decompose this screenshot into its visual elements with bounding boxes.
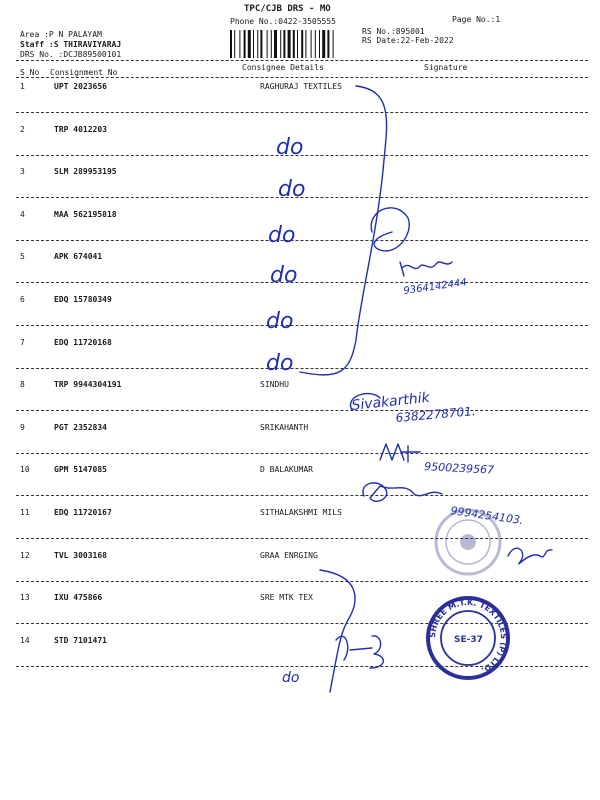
document-title: TPC/CJB DRS - MO — [244, 4, 331, 14]
row-6-consignment: EDQ 15780349 — [54, 295, 112, 304]
rs-number: RS No.:895001 — [362, 27, 425, 36]
page-number: Page No.:1 — [452, 15, 501, 24]
row-4-consignment: MAA 562195818 — [54, 210, 117, 219]
ditto-mark-6: do — [266, 309, 294, 334]
row-7-sno: 7 — [20, 338, 25, 347]
ditto-mark-7: do — [266, 351, 294, 376]
bracket-mark-12 — [320, 570, 355, 692]
row-13-consignee: SRE MTK TEX — [260, 593, 313, 602]
row-14-consignment: STD 7101471 — [54, 636, 107, 645]
phone-number: Phone No.:0422-3505555 — [230, 17, 336, 26]
row-3-sno: 3 — [20, 167, 25, 176]
signature-5 — [400, 262, 452, 276]
row-10-consignment: GPM 5147085 — [54, 465, 107, 474]
bracket-mark — [300, 86, 387, 375]
row-5-sno: 5 — [20, 252, 25, 261]
row-1-consignee: RAGHURAJ TEXTILES — [260, 82, 342, 91]
row-11-consignee: SITHALAKSHMI MILS — [260, 508, 342, 517]
ditto-mark-5: do — [270, 263, 298, 288]
staff-label: Staff :S THIRAVIYARAJ — [20, 40, 122, 49]
row-8-consignee: SINDHU — [260, 380, 289, 389]
row-5-consignment: APK 674041 — [54, 252, 103, 261]
row-12-consignee: GRAA ENRGING — [260, 551, 318, 560]
signature-11 — [508, 548, 552, 564]
row-12-sno: 12 — [20, 551, 30, 560]
column-consignee: Consignee Details — [242, 63, 324, 72]
column-sno: S No — [20, 68, 40, 77]
row-8-sno: 8 — [20, 380, 25, 389]
row-3-consignment: SLM 289953195 — [54, 167, 117, 176]
row-13-sno: 13 — [20, 593, 30, 602]
row-4-sno: 4 — [20, 210, 25, 219]
ditto-mark-3: do — [278, 177, 306, 202]
signature-10 — [363, 483, 442, 501]
company-stamp — [428, 598, 508, 678]
column-consignment: Consignment No — [50, 68, 118, 77]
signature-8-name: Sivakarthik — [350, 389, 431, 414]
signature-5-phone: 9364142444 — [402, 277, 468, 297]
stamp-center-text: SE-37 — [454, 635, 483, 645]
ditto-mark-14: do — [282, 670, 300, 686]
row-11-sno: 11 — [20, 508, 30, 517]
row-10-sno: 10 — [20, 465, 30, 474]
row-12-consignment: TVL 3003168 — [54, 551, 107, 560]
drs-number: DRS No. :DCJB89500101 — [20, 50, 122, 59]
row-9-consignee: SRIKAHANTH — [260, 423, 309, 432]
signature-9-phone: 9500239567 — [423, 460, 495, 477]
row-8-consignment: TRP 9944304191 — [54, 380, 122, 389]
row-14-sno: 14 — [20, 636, 30, 645]
row-6-sno: 6 — [20, 295, 25, 304]
row-2-sno: 2 — [20, 125, 25, 134]
row-7-consignment: EDQ 11720168 — [54, 338, 112, 347]
row-1-sno: 1 — [20, 82, 25, 91]
stamp-ring-text: SHREE M.T.K. TEXTILES (P) LTD. — [427, 597, 509, 675]
area-label: Area :P N PALAYAM — [20, 30, 102, 39]
signature-9 — [380, 444, 420, 462]
rs-date: RS Date:22-Feb-2022 — [362, 36, 454, 45]
row-9-consignment: PGT 2352834 — [54, 423, 107, 432]
signature-10-phone: 9994254103. — [449, 504, 525, 528]
signature-8-phone: 6382278701. — [395, 404, 477, 425]
row-11-consignment: EDQ 11720167 — [54, 508, 112, 517]
signature-13 — [336, 636, 383, 668]
row-10-consignee: D BALAKUMAR — [260, 465, 313, 474]
ditto-mark-4: do — [268, 223, 296, 248]
column-signature: Signature — [424, 63, 468, 72]
row-9-sno: 9 — [20, 423, 25, 432]
row-13-consignment: IXU 475866 — [54, 593, 103, 602]
row-2-consignment: TRP 4012203 — [54, 125, 107, 134]
ditto-mark-2: do — [276, 135, 304, 160]
faint-stamp — [436, 510, 500, 574]
row-1-consignment: UPT 2023656 — [54, 82, 107, 91]
